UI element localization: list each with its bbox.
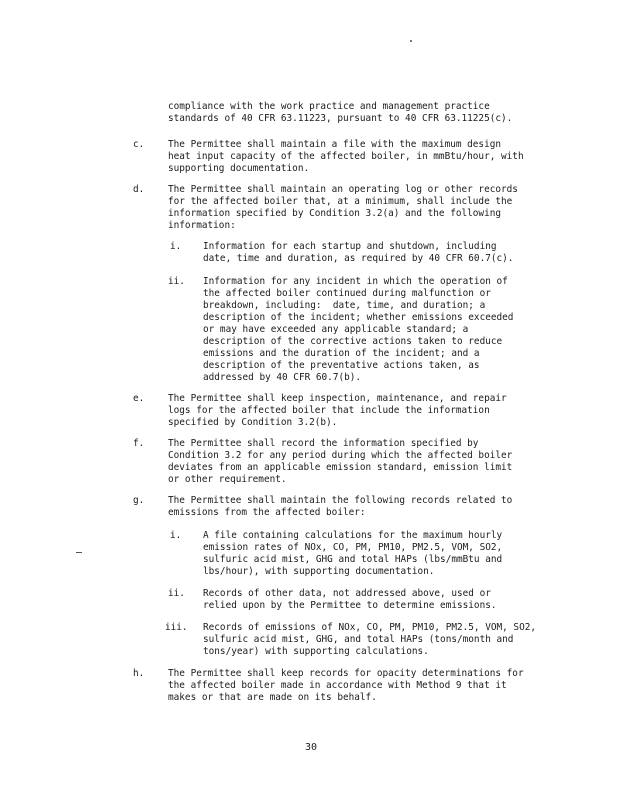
subitem-label: i. (170, 530, 182, 541)
item-line: for the affected boiler that, at a minimum, shall include the (168, 196, 513, 207)
margin-mark (76, 552, 82, 553)
intro-line: standards of 40 CFR 63.11223, pursuant to 40 CFR 63.11225(c). (168, 113, 513, 124)
item-line: logs for the affected boiler that include the information (168, 405, 490, 416)
subitem-line: description of the corrective actions taken to reduce (203, 336, 503, 347)
item-line: deviates from an applicable emission standard, emission limit (168, 462, 513, 473)
item-line: heat input capacity of the affected boiler, in mmBtu/hour, with (168, 151, 524, 162)
item-line: The Permittee shall maintain a file with the maximum design (168, 139, 502, 150)
item-line: The Permittee shall keep inspection, maintenance, and repair (168, 393, 507, 404)
subitem-line: Records of emissions of NOx, CO, PM, PM10, PM2.5, VOM, SO2, (203, 622, 537, 633)
subitem-line: description of the preventative actions taken, as (203, 360, 480, 371)
subitem-line: emission rates of NOx, CO, PM, PM10, PM2.5, VOM, SO2, (203, 542, 503, 553)
item-label: c. (133, 139, 145, 150)
page-number: 30 (305, 742, 318, 753)
subitem-label: iii. (165, 622, 188, 633)
item-line: information specified by Condition 3.2(a) and the following (168, 208, 502, 219)
subitem-line: sulfuric acid mist, GHG and total HAPs (lbs/mmBtu and (203, 554, 503, 565)
subitem-line: description of the incident; whether emissions exceeded (203, 312, 514, 323)
subitem-line: relied upon by the Permittee to determine emissions. (203, 600, 497, 611)
item-label: e. (133, 393, 145, 404)
item-label: f. (133, 438, 145, 449)
item-line: The Permittee shall keep records for opacity determinations for (168, 668, 524, 679)
subitem-line: A file containing calculations for the maximum hourly (203, 530, 503, 541)
subitem-line: or may have exceeded any applicable standard; a (203, 324, 469, 335)
subitem-line: sulfuric acid mist, GHG, and total HAPs (tons/month and (203, 634, 514, 645)
item-line: emissions from the affected boiler: (168, 507, 366, 518)
item-line: supporting documentation. (168, 163, 310, 174)
subitem-line: tons/year) with supporting calculations. (203, 646, 429, 657)
subitem-line: Information for each startup and shutdown, including (203, 241, 497, 252)
subitem-line: emissions and the duration of the incident; and a (203, 348, 480, 359)
item-line: the affected boiler made in accordance with Method 9 that it (168, 680, 507, 691)
subitem-label: ii. (168, 276, 185, 287)
intro-line: compliance with the work practice and management practice (168, 101, 490, 112)
item-line: specified by Condition 3.2(b). (168, 417, 338, 428)
scan-speck (410, 40, 412, 42)
item-label: g. (133, 495, 145, 506)
subitem-line: Records of other data, not addressed above, used or (203, 588, 491, 599)
subitem-line: breakdown, including: date, time, and duration; a (203, 300, 486, 311)
subitem-label: i. (170, 241, 182, 252)
item-line: makes or that are made on its behalf. (168, 692, 377, 703)
item-line: Condition 3.2 for any period during which the affected boiler (168, 450, 513, 461)
item-label: d. (133, 184, 145, 195)
subitem-line: the affected boiler continued during malfunction or (203, 288, 491, 299)
subitem-line: date, time and duration, as required by 40 CFR 60.7(c). (203, 253, 514, 264)
item-line: information: (168, 220, 236, 231)
subitem-label: ii. (168, 588, 185, 599)
item-line: The Permittee shall maintain an operating log or other records (168, 184, 518, 195)
subitem-line: lbs/hour), with supporting documentation. (203, 566, 435, 577)
item-line: The Permittee shall maintain the following records related to (168, 495, 513, 506)
item-line: The Permittee shall record the information specified by (168, 438, 479, 449)
item-label: h. (133, 668, 145, 679)
subitem-line: Information for any incident in which the operation of (203, 276, 508, 287)
item-line: or other requirement. (168, 474, 287, 485)
subitem-line: addressed by 40 CFR 60.7(b). (203, 372, 362, 383)
